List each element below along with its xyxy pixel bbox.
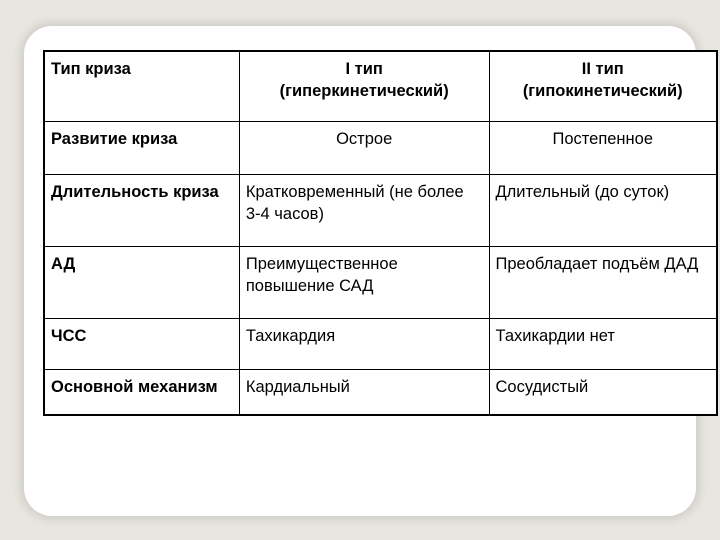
row-type-1-value: Острое [239, 121, 489, 174]
row-label: Длительность криза [44, 174, 239, 246]
row-type-2-value: Длительный (до суток) [489, 174, 717, 246]
row-type-2-value: Тахикардии нет [489, 318, 717, 369]
header-type-1-subtitle: (гиперкинетический) [279, 82, 449, 100]
table-header-row [44, 51, 717, 121]
header-type-2 [489, 51, 717, 121]
table-row [44, 246, 717, 318]
row-type-2-value: Постепенное [489, 121, 717, 174]
row-label: Развитие криза [44, 121, 239, 174]
table-row [44, 121, 717, 174]
header-type-1-title: I тип [345, 60, 383, 78]
header-crisis-type-label: Тип криза [51, 60, 131, 78]
header-crisis-type [44, 51, 239, 121]
crisis-comparison-table [43, 50, 718, 416]
row-type-2-value: Преобладает подъём ДАД [489, 246, 717, 318]
header-type-2-title: II тип [581, 60, 624, 78]
row-type-1-value: Кратковременный (не более 3-4 часов) [239, 174, 489, 246]
table-row [44, 174, 717, 246]
row-type-1-value: Кардиальный [239, 369, 489, 415]
row-type-1-value: Тахикардия [239, 318, 489, 369]
row-label: ЧСС [44, 318, 239, 369]
row-label: АД [44, 246, 239, 318]
table-row [44, 369, 717, 415]
row-label: Основной механизм [44, 369, 239, 415]
header-type-1 [239, 51, 489, 121]
row-type-2-value: Сосудистый [489, 369, 717, 415]
header-type-2-subtitle: (гипокинетический) [522, 82, 683, 100]
row-type-1-value: Преимущественное повышение САД [239, 246, 489, 318]
table-row [44, 318, 717, 369]
